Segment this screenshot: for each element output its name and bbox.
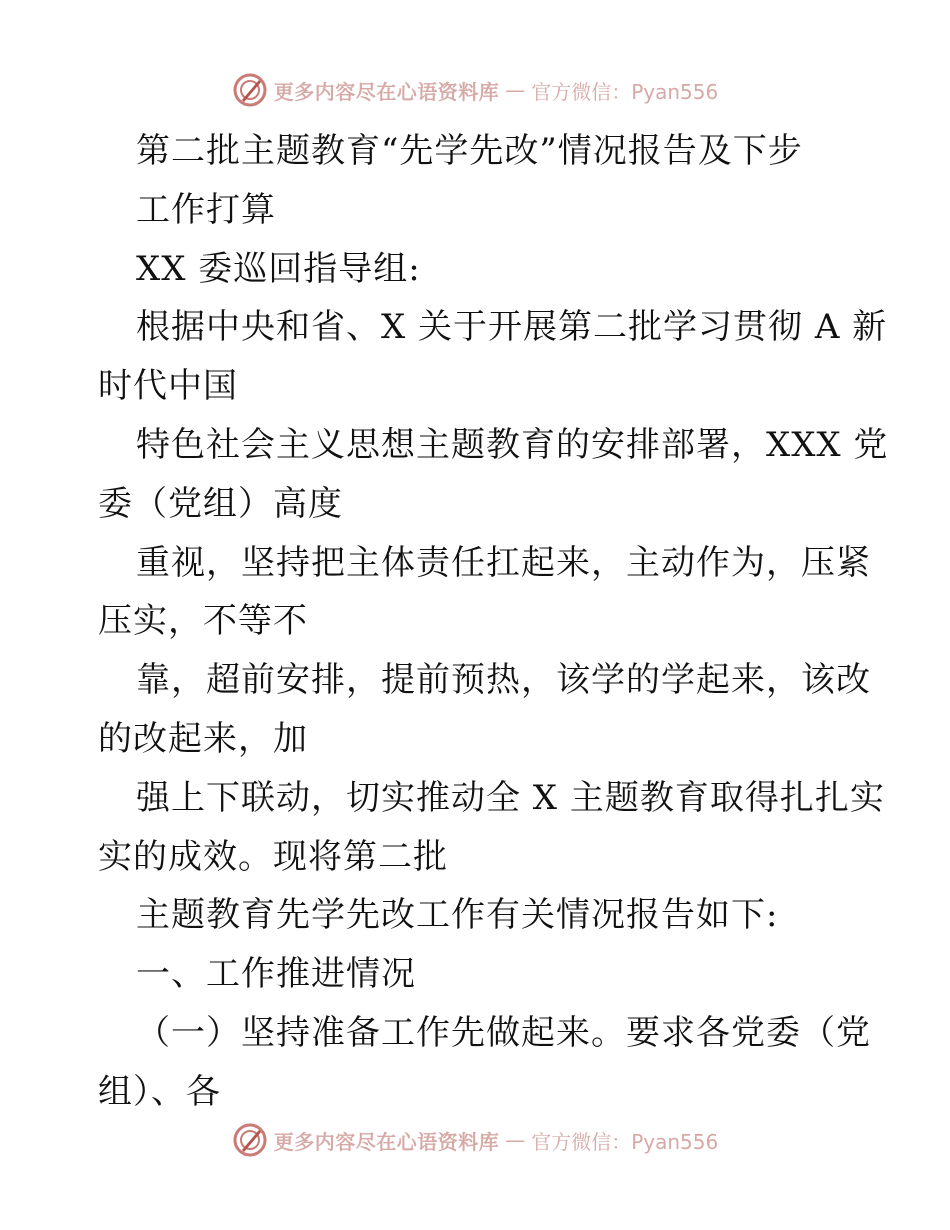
paragraph-line: 组）、各 [98,1071,221,1112]
paragraph-line: 委（党组）高度 [98,483,343,524]
paragraph-line: 压实，不等不 [98,601,308,642]
footer-watermark [0,1118,950,1162]
paragraph-line: 根据中央和省、X 关于开展第二批学习贯彻 A 新 [136,307,888,348]
watermark-site-text: 更多内容尽在心语资料库 [273,1129,500,1154]
document-title-line-1: 第二批主题教育“先学先改”情况报告及下步 [136,131,803,171]
document-body [98,122,889,1122]
paragraph-line: 重视，坚持把主体责任扛起来，主动作为，压紧 [136,542,871,583]
document-title-line-2: 工作打算 [136,189,276,230]
watermark-account-text: 官方微信：Pyan556 [531,1129,719,1154]
paragraph-line: 实的成效。现将第二批 [98,836,448,877]
paragraph-line: 主题教育先学先改工作有关情况报告如下: [136,895,779,936]
watermark-separator: — [505,1128,526,1152]
pen-logo-icon [232,72,268,108]
paragraph-line: 时代中国 [98,366,238,407]
watermark-site-text: 更多内容尽在心语资料库 [273,79,500,104]
pen-logo-icon [232,1122,268,1158]
paragraph-line: 强上下联动，切实推动全 X 主题教育取得扎扎实 [136,777,885,818]
paragraph-line: 靠，超前安排，提前预热，该学的学起来，该改 [136,660,871,701]
watermark-account-text: 官方微信：Pyan556 [531,79,719,104]
section-heading: 一、工作推进情况 [136,954,416,995]
paragraph-line: 特色社会主义思想主题教育的安排部署，XXX 党 [136,424,889,465]
paragraph-line: 的改起来，加 [98,718,308,759]
subsection-line: （一）坚持准备工作先做起来。要求各党委（党 [136,1012,871,1053]
salutation: XX 委巡回指导组: [136,248,421,289]
watermark-separator: — [505,78,526,102]
header-watermark [0,68,950,112]
